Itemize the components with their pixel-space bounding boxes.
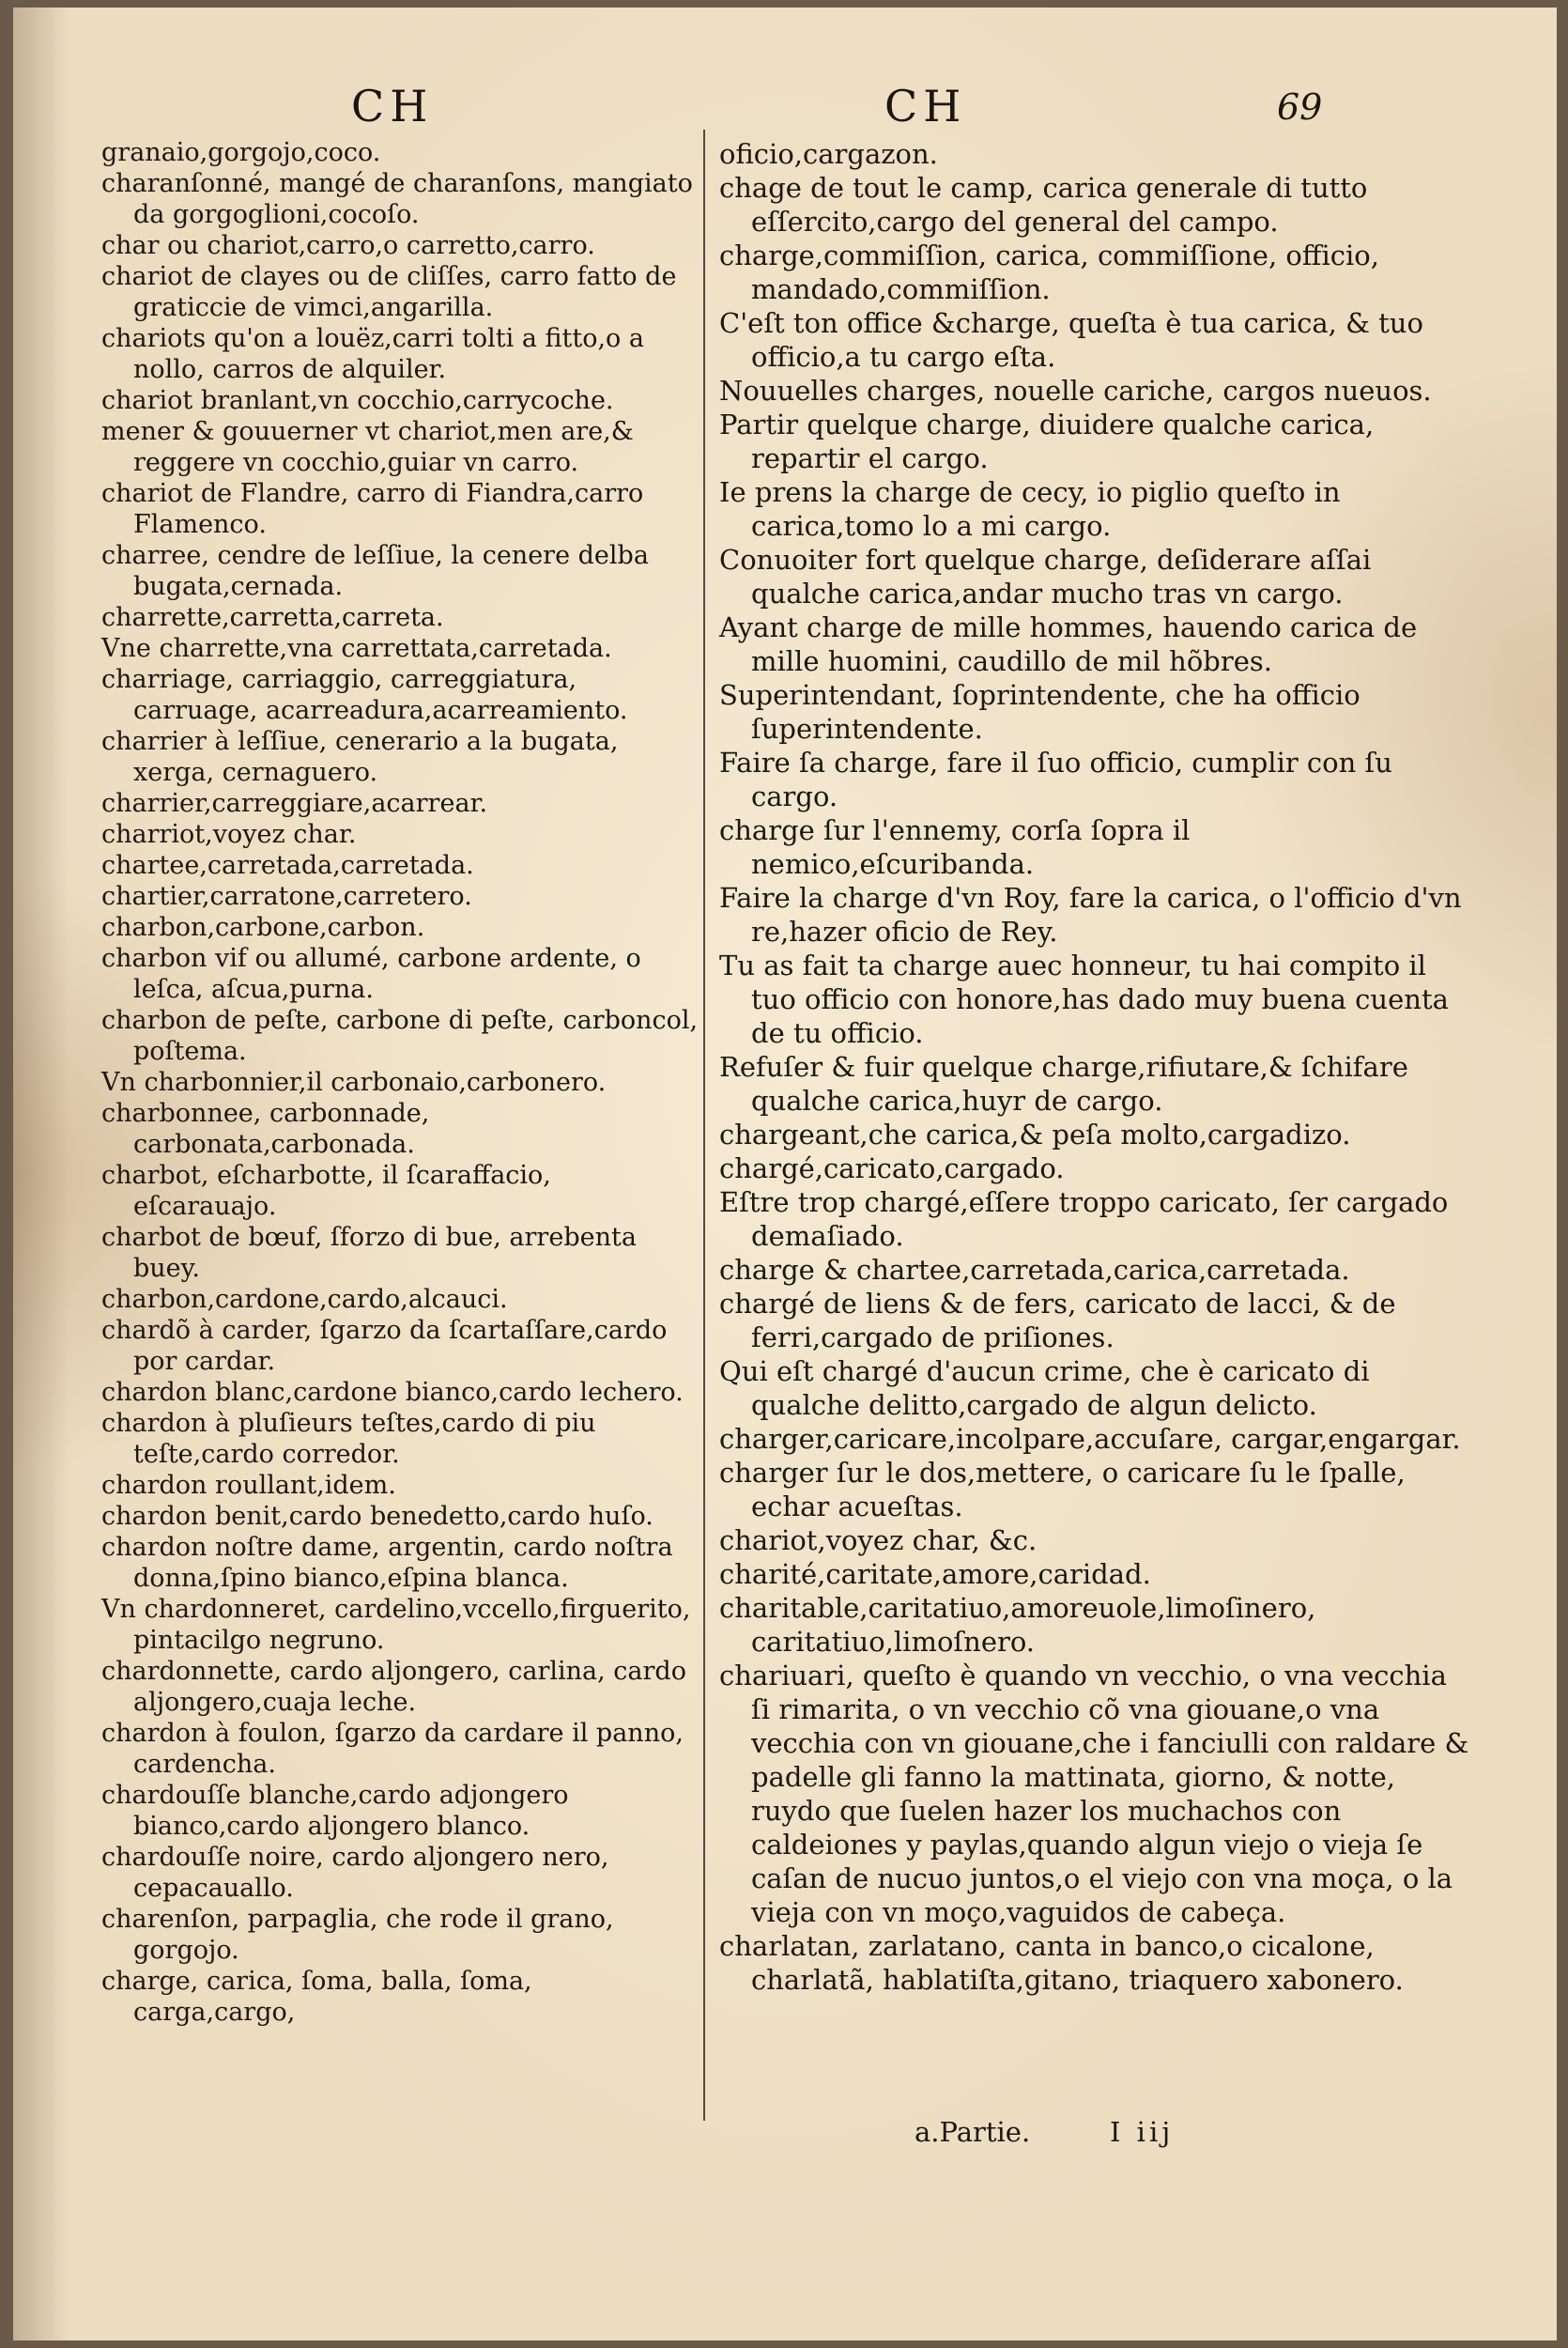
dictionary-entry: chargeant,che carica,& peſa molto,cargadizo.	[719, 1119, 1351, 1151]
dictionary-entry: chardon benit,cardo benedetto,cardo huſo.	[101, 1502, 653, 1531]
left-column	[101, 137, 699, 2028]
dictionary-entry: charrier,carreggiare,acarrear.	[101, 789, 488, 818]
dictionary-entry: chariot,voyez char, &c.	[719, 1524, 1038, 1556]
dictionary-entry: charbon vif ou allumé, carbone ardente, o leſca, aſcua,purna.	[101, 944, 641, 1004]
dictionary-entry: charlatan, zarlatano, canta in banco,o cicalone, charlatã, hablatiſta,gitano, triaquero xabonero.	[719, 1930, 1404, 1996]
dictionary-entry: charbon,carbone,carbon.	[101, 913, 425, 942]
dictionary-entry: chardon blanc,cardone bianco,cardo lechero.	[101, 1378, 684, 1407]
dictionary-entry: chariuari, queſto è quando vn vecchio, o vna vecchia ſi rimarita, o vn vecchio cõ vna giouane,o vna vecchia con vn giouane,che i fanciulli con raldare & padelle gli fanno la mattinata, giorno, & notte, ruydo que ſuelen hazer los muchachos con caldeiones y paylas,quando algun viejo o vieja ſe caſan de nucuo juntos,o el viejo con vna moça, o la vieja con vn moço,vaguidos de cabeça.	[719, 1660, 1469, 1928]
footer-part-label: a.Partie.	[915, 2116, 1031, 2148]
dictionary-entry: charge, carica, ſoma, balla, ſoma, carga,cargo,	[101, 1967, 532, 2027]
dictionary-entry: Vne charrette,vna carrettata,carretada.	[101, 634, 612, 663]
dictionary-entry: chariot de clayes ou de cliſſes, carro fatto de graticcie de vimci,angarilla.	[101, 262, 677, 322]
dictionary-entry: charité,caritate,amore,caridad.	[719, 1558, 1151, 1590]
dictionary-entry: Faire ſa charge, fare il ſuo officio, cumplir con ſu cargo.	[719, 747, 1392, 812]
dictionary-entry: chardon à foulon, ſgarzo da cardare il panno, cardencha.	[101, 1719, 684, 1779]
dictionary-entry: chardouſſe blanche,cardo adjongero bianco,cardo aljongero blanco.	[101, 1781, 569, 1841]
dictionary-entry: Superintendant, ſoprintendente, che ha officio ſuperintendente.	[719, 679, 1360, 745]
dictionary-entry: C'eſt ton office &charge, queſta è tua carica, & tuo officio,a tu cargo eſta.	[719, 307, 1423, 373]
dictionary-entry: charree, cendre de leſſiue, la cenere delba bugata,cernada.	[101, 541, 649, 601]
dictionary-entry: charbon,cardone,cardo,alcauci.	[101, 1285, 508, 1314]
dictionary-entry: chardon noſtre dame, argentin, cardo noſtra donna,ſpino bianco,eſpina blanca.	[101, 1533, 673, 1593]
dictionary-entry: charger ſur le dos,mettere, o caricare ſu le ſpalle, echar acueſtas.	[719, 1457, 1406, 1522]
dictionary-entry: charrette,carretta,carreta.	[101, 603, 444, 632]
dictionary-entry: chariots qu'on a louëz,carri tolti a fitto,o a nollo, carros de alquiler.	[101, 324, 644, 384]
dictionary-entry: Eſtre trop chargé,eſſere troppo caricato, ſer cargado demaſiado.	[719, 1186, 1449, 1252]
dictionary-entry: Faire la charge d'vn Roy, fare la carica, o l'officio d'vn re,hazer oficio de Rey.	[719, 882, 1462, 948]
dictionary-entry: charge,commiſſion, carica, commiſſione, officio, mandado,commiſſion.	[719, 239, 1379, 305]
dictionary-entry: chardouſſe noire, cardo aljongero nero, cepacauallo.	[101, 1843, 609, 1903]
dictionary-entry: Ayant charge de mille hommes, hauendo carica de mille huomini, caudillo de mil hõbres.	[719, 611, 1418, 677]
dictionary-entry: charbonnee, carbonnade, carbonata,carbonada.	[101, 1099, 430, 1159]
dictionary-entry: chardon roullant,idem.	[101, 1471, 396, 1500]
dictionary-entry: oficio,cargazon.	[719, 138, 938, 170]
dictionary-entry: chariot branlant,vn cocchio,carrycoche.	[101, 386, 614, 415]
dictionary-entry: mener & gouuerner vt chariot,men are,& reggere vn cocchio,guiar vn carro.	[101, 417, 634, 477]
dictionary-entry: chariot de Flandre, carro di Fiandra,carro Flamenco.	[101, 479, 644, 539]
right-column	[719, 137, 1470, 1997]
dictionary-entry: char ou chariot,carro,o carretto,carro.	[101, 231, 595, 260]
dictionary-entry: charger,caricare,incolpare,accuſare, cargar,engargar.	[719, 1423, 1461, 1455]
dictionary-entry: granaio,gorgojo,coco.	[101, 138, 381, 167]
dictionary-entry: chartier,carratone,carretero.	[101, 882, 472, 911]
dictionary-entry: Partir quelque charge, diuidere qualche carica, repartir el cargo.	[719, 409, 1375, 474]
dictionary-entry: chargé,caricato,cargado.	[719, 1152, 1065, 1184]
book-page	[13, 8, 1557, 2340]
dictionary-entry: charanſonné, mangé de charanſons, mangiato da gorgoglioni,cocoſo.	[101, 169, 693, 229]
dictionary-entry: chardon à pluſieurs teſtes,cardo di piu teſte,cardo corredor.	[101, 1409, 596, 1469]
dictionary-entry: chage de tout le camp, carica generale di tutto eſſercito,cargo del general del campo.	[719, 172, 1368, 238]
dictionary-entry: charriage, carriaggio, carreggiatura, carruage, acarreadura,acarreamiento.	[101, 665, 628, 725]
dictionary-entry: Nouuelles charges, nouelle cariche, cargos nueuos.	[719, 375, 1432, 407]
dictionary-entry: charbon de peſte, carbone di peſte, carboncol, poſtema.	[101, 1006, 699, 1066]
dictionary-entry: charge ſur l'ennemy, corſa ſopra il nemico,eſcuribanda.	[719, 814, 1191, 880]
page-number: 69	[1277, 86, 1323, 128]
dictionary-entry: Vn charbonnier,il carbonaio,carbonero.	[101, 1068, 607, 1097]
dictionary-entry: chardõ à carder, ſgarzo da ſcartaſſare,cardo por cardar.	[101, 1316, 668, 1376]
running-head-right: CH	[884, 81, 967, 131]
running-head-left: CH	[351, 81, 434, 131]
page-edge-shadow	[13, 8, 69, 2340]
dictionary-entry: chartee,carretada,carretada.	[101, 851, 474, 880]
dictionary-entry: Conuoiter fort quelque charge, deſiderare aſſai qualche carica,andar mucho tras vn cargo.	[719, 544, 1372, 610]
dictionary-entry: charrier à leſſiue, cenerario a la bugata, xerga, cernaguero.	[101, 727, 619, 787]
dictionary-entry: Ie prens la charge de cecy, io piglio queſto in carica,tomo lo a mi cargo.	[719, 476, 1341, 542]
dictionary-entry: charbot, eſcharbotte, il ſcaraffacio, eſcarauajo.	[101, 1161, 551, 1221]
dictionary-entry: Refuſer & fuir quelque charge,rifiutare,& ſchifare qualche carica,huyr de cargo.	[719, 1051, 1408, 1117]
dictionary-entry: charge & chartee,carretada,carica,carretada.	[719, 1254, 1350, 1286]
dictionary-entry: Qui eſt chargé d'aucun crime, che è caricato di qualche delitto,cargado de algun delicto.	[719, 1355, 1370, 1421]
column-rule	[703, 130, 705, 2121]
dictionary-entry: charriot,voyez char.	[101, 820, 357, 849]
dictionary-entry: Vn chardonneret, cardelino,vccello,firguerito, pintacilgo negruno.	[101, 1595, 691, 1655]
dictionary-entry: chardonnette, cardo aljongero, carlina, cardo aljongero,cuaja leche.	[101, 1657, 686, 1717]
signature-mark: I iij	[1110, 2116, 1175, 2148]
dictionary-entry: chargé de liens & de fers, caricato de lacci, & de ferri,cargado de priſiones.	[719, 1288, 1396, 1353]
dictionary-entry: charbot de bœuf, ſforzo di bue, arrebenta buey.	[101, 1223, 637, 1283]
dictionary-entry: charenſon, parpaglia, che rode il grano, gorgojo.	[101, 1905, 614, 1965]
dictionary-entry: Tu as fait ta charge auec honneur, tu hai compito il tuo officio con honore,has dado muy buena cuenta de tu officio.	[719, 950, 1449, 1049]
dictionary-entry: charitable,caritatiuo,amoreuole,limoſinero, caritatiuo,limoſnero.	[719, 1592, 1316, 1658]
